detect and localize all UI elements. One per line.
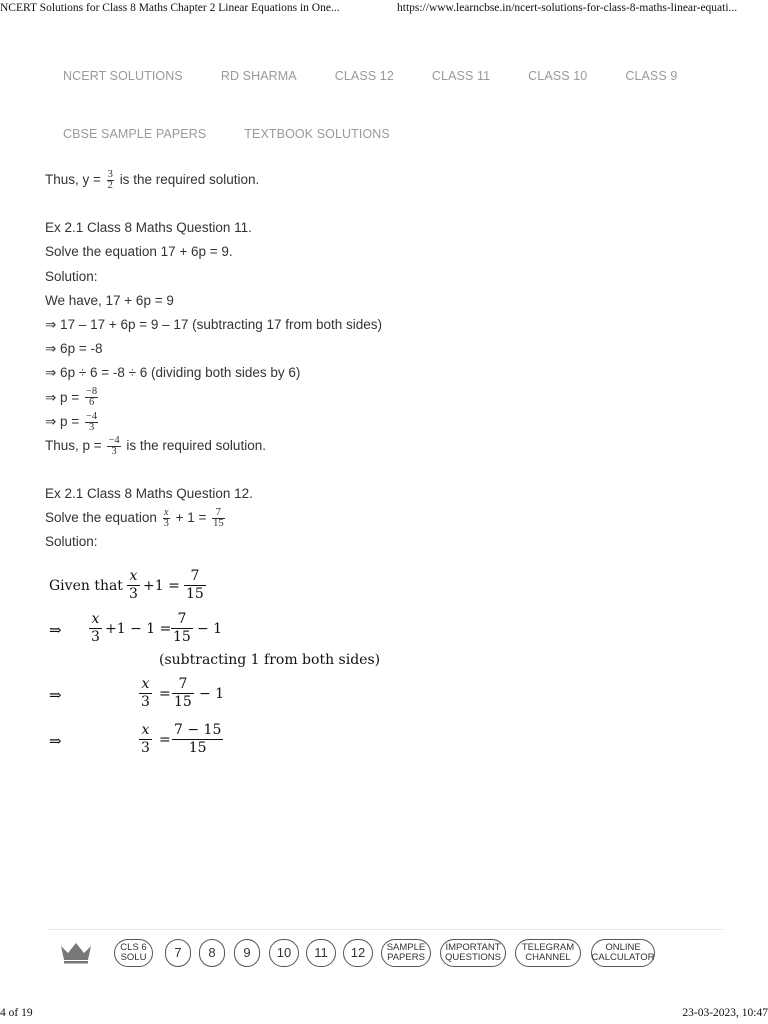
nav-link-textbook-solutions[interactable]: TEXTBOOK SOLUTIONS	[244, 127, 390, 141]
fraction	[127, 568, 140, 603]
fraction	[107, 170, 114, 191]
fraction-denominator: 3	[163, 518, 169, 530]
text-fragment: − 1	[197, 621, 223, 637]
text-fragment: +1 =	[143, 578, 180, 594]
nav-link-class-11[interactable]: CLASS 11	[431, 69, 491, 83]
nav-link-class-10[interactable]: CLASS 10	[528, 69, 588, 83]
implies-arrow: ⇒	[49, 686, 62, 704]
q11-statement: Solve the equation 17 + 6p = 9.	[45, 244, 233, 260]
fraction-denominator: 15	[186, 586, 204, 602]
fraction	[184, 568, 206, 603]
fraction-denominator: 15	[213, 518, 224, 530]
fraction-denominator: 3	[91, 629, 100, 645]
article-content	[45, 168, 725, 555]
fraction-denominator: 15	[188, 740, 207, 756]
fraction-numerator: −4	[108, 434, 120, 446]
q11-conclusion	[45, 434, 725, 458]
print-header	[0, 0, 768, 18]
implies-arrow: ⇒	[49, 621, 62, 639]
nav-row-2	[44, 114, 724, 154]
fraction-denominator: 3	[111, 445, 117, 457]
class-12-button[interactable]: 12	[343, 939, 373, 967]
fraction-numerator: x	[89, 611, 102, 629]
text-fragment: =	[159, 686, 171, 702]
text-fragment: is the required solution.	[119, 172, 260, 187]
fraction-numerator: x	[139, 676, 152, 694]
nav-link-cbse-sample-papers[interactable]: CBSE SAMPLE PAPERS	[63, 127, 207, 141]
fraction	[163, 508, 170, 529]
fraction-numerator: 7	[171, 611, 193, 629]
fraction-denominator: 3	[129, 586, 138, 602]
nav-link-class-9[interactable]: CLASS 9	[625, 69, 678, 83]
class-9-button[interactable]: 9	[234, 939, 260, 967]
fraction	[139, 722, 152, 757]
fraction-denominator: 3	[141, 740, 150, 756]
fraction	[172, 676, 194, 711]
class-10-button[interactable]: 10	[269, 939, 299, 967]
fraction-denominator: 3	[141, 694, 150, 710]
q12-solution-image	[47, 566, 387, 766]
q11-step-1: We have, 17 + 6p = 9	[45, 292, 174, 308]
print-page-title: NCERT Solutions for Class 8 Maths Chapter 2 Linear Equations in One...	[0, 2, 340, 14]
text-fragment: +1 − 1 =	[105, 621, 172, 637]
nav-link-rd-sharma[interactable]: RD SHARMA	[220, 69, 297, 83]
q12-statement	[45, 506, 725, 530]
important-questions-button[interactable]: IMPORTANT QUESTIONS	[440, 939, 506, 967]
fraction-denominator: 2	[107, 179, 113, 191]
crown-icon[interactable]	[59, 940, 93, 964]
fraction-denominator: 3	[88, 421, 95, 433]
cls6-solutions-button[interactable]: CLS 6 SOLU	[114, 939, 153, 967]
q11-step-3: ⇒ 6p = -8	[45, 341, 103, 357]
sample-papers-button[interactable]: SAMPLE PAPERS	[381, 939, 431, 967]
fraction	[89, 611, 102, 646]
q12-solution-label: Solution:	[45, 534, 98, 550]
fraction-numerator: −8	[85, 386, 98, 398]
fraction-numerator: x	[139, 722, 152, 740]
q11-step-6	[45, 410, 725, 434]
bottom-quick-links-bar	[47, 929, 723, 980]
fraction-numerator: 7	[184, 568, 206, 586]
q12-title: Ex 2.1 Class 8 Maths Question 12.	[45, 486, 253, 502]
fraction-numerator: 7	[212, 508, 225, 519]
fraction-numerator: 3	[107, 168, 113, 180]
top-navigation	[44, 56, 724, 154]
text-fragment: Solve the equation	[45, 510, 157, 526]
implies-arrow: ⇒	[49, 732, 62, 750]
class-8-button[interactable]: 8	[199, 939, 225, 967]
text-fragment: is the required solution.	[126, 437, 266, 453]
fraction-denominator: 15	[173, 629, 191, 645]
text-fragment: Thus, y =	[45, 172, 101, 187]
print-footer	[0, 1004, 768, 1024]
text-fragment: ⇒ p =	[45, 413, 80, 429]
fraction-denominator: 15	[174, 694, 192, 710]
text-fragment: =	[159, 732, 171, 748]
fraction-denominator: 6	[88, 397, 95, 409]
fraction-numerator: x	[127, 568, 140, 586]
q11-title: Ex 2.1 Class 8 Maths Question 11.	[45, 220, 252, 236]
fraction	[85, 412, 98, 433]
fraction	[107, 436, 120, 457]
class-7-button[interactable]: 7	[165, 939, 191, 967]
nav-link-class-12[interactable]: CLASS 12	[334, 69, 394, 83]
q10-conclusion	[45, 168, 725, 192]
fraction-numerator: 7 − 15	[174, 722, 222, 738]
fraction-numerator: x	[163, 507, 169, 519]
text-fragment: − 1	[199, 686, 225, 702]
print-page-number: 4 of 19	[0, 1007, 33, 1019]
q11-solution-label: Solution:	[45, 268, 98, 284]
nav-link-ncert-solutions[interactable]: NCERT SOLUTIONS	[63, 69, 183, 83]
fraction-numerator: −4	[85, 410, 98, 422]
text-fragment: ⇒ p =	[45, 389, 80, 405]
text-fragment: Thus, p =	[45, 437, 102, 453]
print-page-url: https://www.learncbse.in/ncert-solutions-for-class-8-maths-linear-equati...	[397, 2, 738, 14]
q11-step-2: ⇒ 17 – 17 + 6p = 9 – 17 (subtracting 17 from both sides)	[45, 316, 383, 332]
text-fragment: + 1 =	[175, 510, 207, 526]
class-11-button[interactable]: 11	[306, 939, 336, 967]
subtract-note: (subtracting 1 from both sides)	[159, 652, 381, 668]
fraction	[85, 387, 98, 408]
fraction-numerator: 7	[172, 676, 194, 694]
fraction	[171, 611, 193, 646]
q11-step-4: ⇒ 6p ÷ 6 = -8 ÷ 6 (dividing both sides by 6)	[45, 365, 301, 381]
fraction	[139, 676, 152, 711]
fraction	[212, 508, 225, 529]
fraction	[172, 722, 223, 757]
given-that-text: Given that	[49, 578, 123, 594]
nav-row-1	[44, 56, 724, 96]
q11-step-5	[45, 386, 725, 410]
telegram-channel-button[interactable]: TELEGRAM CHANNEL	[515, 939, 581, 967]
print-datetime: 23-03-2023, 10:47	[682, 1007, 768, 1019]
online-calculator-button[interactable]: ONLINE CALCULATOR	[591, 939, 655, 967]
